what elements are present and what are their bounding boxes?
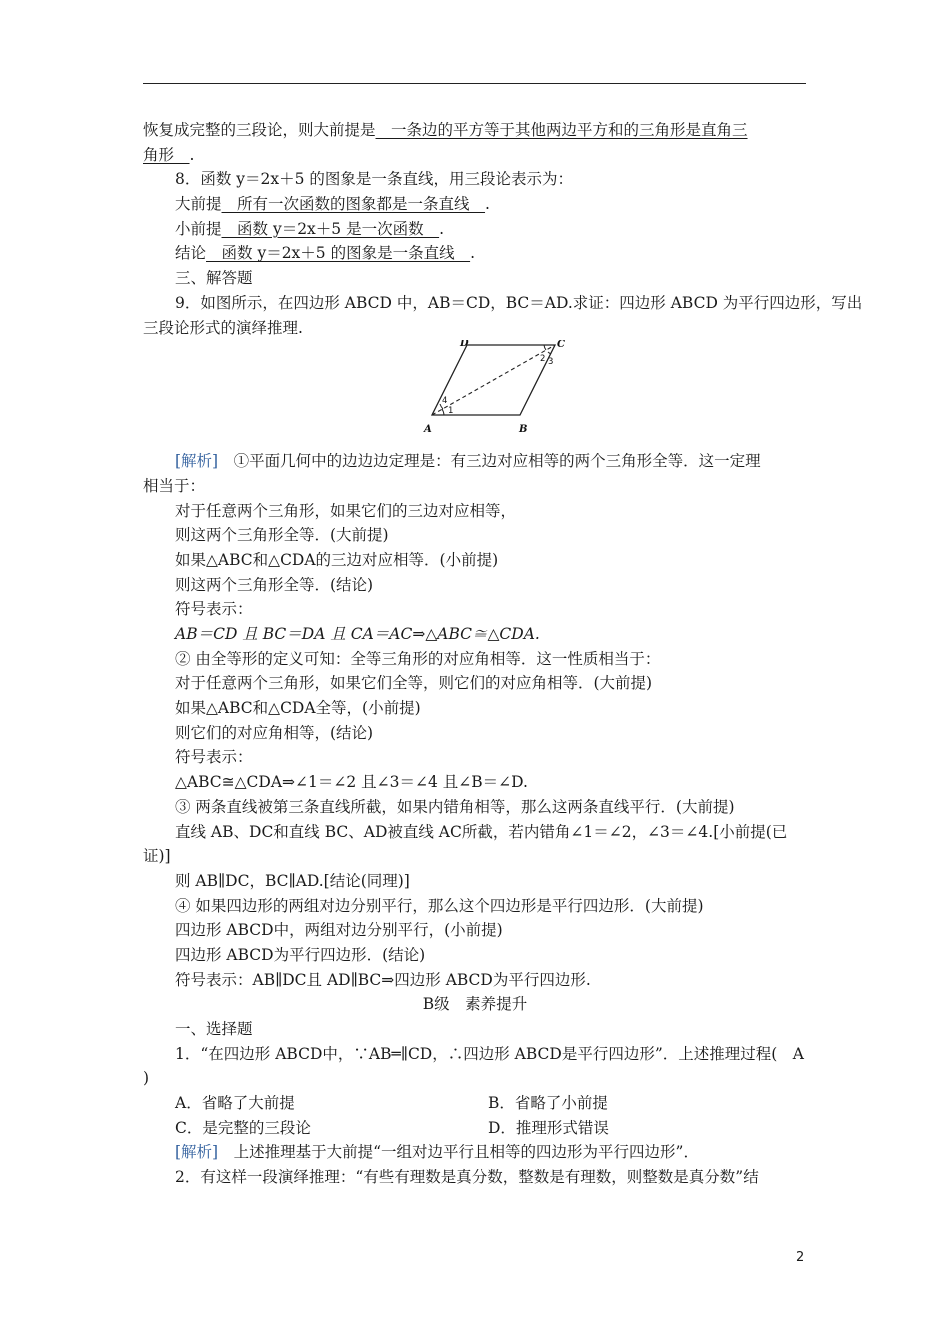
question-9-cont: 三段论形式的演绎推理.	[143, 318, 303, 337]
answer-blank: 函数 y＝2x＋5 是一次函数	[221, 219, 440, 238]
section-heading: 一、选择题	[175, 1020, 253, 1038]
formula-line: AB＝CD 且 BC＝DA 且 CA＝AC⇒△ABC≅△CDA.	[175, 625, 540, 643]
angle-label: 1	[448, 406, 454, 417]
text-line: 相当于：	[143, 476, 206, 495]
text-line: ④ 如果四边形的两组对边分别平行，那么这个四边形是平行四边形．(大前提)	[175, 896, 704, 915]
text-line: 符号表示：	[175, 600, 253, 619]
vertex-label: A	[424, 424, 432, 436]
parallelogram-diagram	[420, 340, 570, 440]
text-line: 如果△ABC和△CDA的三边对应相等．(小前提)	[175, 550, 499, 569]
vertex-label: B	[519, 424, 528, 436]
answer-blank: 函数 y＝2x＋5 的图象是一条直线	[206, 244, 471, 263]
text-line: 四边形 ABCD中，两组对边分别平行，(小前提)	[175, 921, 503, 940]
text-line: 直线 AB、DC和直线 BC、AD被直线 AC所截，若内错角∠1＝∠2，∠3＝∠4.[小前提(已	[175, 822, 788, 841]
text-line: 四边形 ABCD为平行四边形．(结论)	[175, 945, 426, 964]
text-line: 符号表示：	[175, 748, 253, 767]
option-b: B．省略了小前提	[488, 1094, 608, 1113]
text-line: 则它们的对应角相等，(结论)	[175, 723, 374, 742]
answer-blank: 一条边的平方等于其他两边平方和的三角形是直角三	[375, 121, 748, 139]
vertex-label: D	[460, 340, 469, 350]
angle-label: 4	[442, 396, 448, 407]
text-line: 证)]	[143, 847, 171, 866]
text: ①平面几何中的边边边定理是：有三边对应相等的两个三角形全等．这一定理	[233, 452, 761, 471]
options-row	[143, 1116, 807, 1141]
formula-line: △ABC≅△CDA⇒∠1＝∠2 且∠3＝∠4 且∠B＝∠D.	[175, 773, 528, 792]
text: .	[470, 244, 476, 263]
text-line: ③ 两条直线被第三条直线所截，如果内错角相等，那么这两条直线平行．(大前提)	[175, 797, 735, 816]
text-line: 对于任意两个三角形，如果它们的三边对应相等，	[175, 501, 517, 520]
text: .	[189, 145, 195, 164]
text-line	[143, 118, 807, 143]
options-row	[143, 1091, 807, 1116]
text-line: 对于任意两个三角形，如果它们全等，则它们的对应角相等．(大前提)	[175, 674, 653, 693]
conclusion	[143, 241, 807, 266]
question-2: 2．有这样一段演绎推理：“有些有理数是真分数，整数是有理数，则整数是真分数”结	[175, 1168, 759, 1187]
solution-1	[143, 449, 807, 474]
angle-arc	[544, 345, 546, 350]
minor-premise	[143, 217, 807, 242]
angle-arc	[442, 409, 444, 415]
header-rule	[143, 83, 806, 84]
question-1: 1．“在四边形 ABCD中，∵AB═∥CD，∴四边形 ABCD是平行四边形”．上述推理过程( A	[175, 1044, 804, 1063]
vertex-label: C	[557, 340, 565, 351]
text-line	[143, 143, 807, 168]
text-line: ② 由全等形的定义可知：全等三角形的对应角相等．这一性质相当于：	[175, 649, 661, 668]
analysis-tag: [解析]	[175, 1143, 219, 1162]
text: .	[439, 219, 445, 238]
option-c: C．是完整的三段论	[175, 1118, 311, 1137]
angle-label: 3	[548, 357, 554, 368]
section-heading: 三、解答题	[175, 269, 253, 288]
label: 结论	[175, 244, 207, 263]
text-line: 则 AB∥DC，BC∥AD.[结论(同理)]	[175, 871, 410, 890]
label: 大前提	[175, 195, 222, 214]
option-a: A．省略了大前提	[175, 1094, 295, 1113]
page-number: 2	[796, 1250, 805, 1265]
text-line: 则这两个三角形全等．(结论)	[175, 575, 374, 594]
text-line: 如果△ABC和△CDA全等，(小前提)	[175, 699, 421, 718]
answer-blank: 所有一次函数的图象都是一条直线	[221, 195, 486, 214]
question-9: 9．如图所示，在四边形 ABCD 中，AB＝CD，BC＝AD.求证：四边形 ABCD 为平行四边形，写出	[175, 293, 863, 312]
text: 恢复成完整的三段论，则大前提是	[143, 121, 376, 139]
option-d: D．推理形式错误	[488, 1118, 609, 1137]
parallelogram-figure	[143, 340, 807, 443]
angle-label: 2	[540, 354, 546, 365]
document-body	[143, 118, 863, 1190]
solution-q1	[143, 1140, 807, 1165]
text: .	[485, 195, 490, 214]
diagonal-ac	[432, 345, 555, 415]
text: 上述推理基于大前提“一组对边平行且相等的四边形为平行四边形”．	[233, 1143, 699, 1162]
level-heading: B级 素养提升	[422, 995, 528, 1014]
question-8: 8．函数 y＝2x＋5 的图象是一条直线，用三段论表示为：	[175, 170, 573, 189]
question-1-cont: )	[143, 1069, 150, 1088]
major-premise	[143, 192, 807, 217]
label: 小前提	[175, 219, 222, 238]
analysis-tag: [解析]	[175, 452, 219, 471]
text-line: 符号表示：AB∥DC且 AD∥BC⇒四边形 ABCD为平行四边形.	[175, 970, 591, 989]
answer-blank: 角形	[143, 145, 190, 164]
text-line: 则这两个三角形全等．(大前提)	[175, 526, 389, 545]
